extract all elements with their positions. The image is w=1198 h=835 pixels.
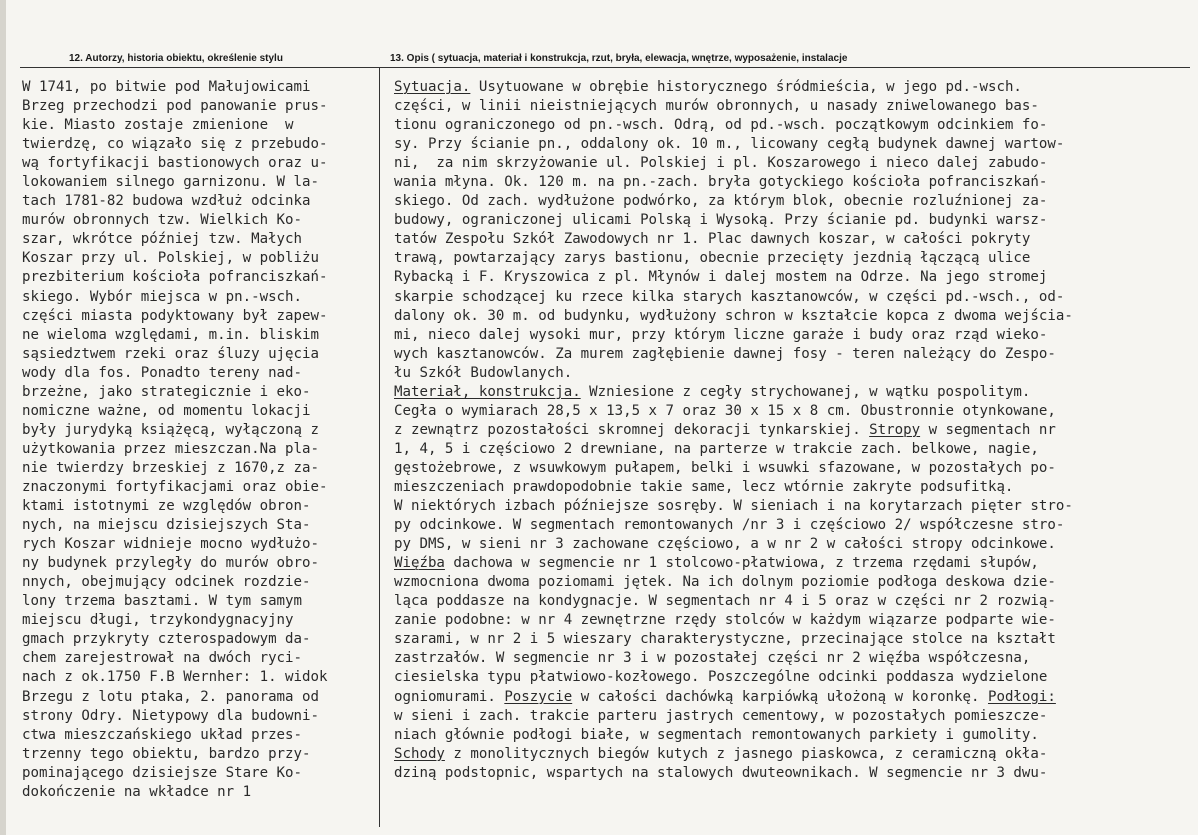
text-segment: gęstożebrowe, z wsuwkowym pułapem, belki i wsuwki sfazowane, w pozostałych po- [394, 459, 1056, 476]
text-line [394, 745, 1073, 764]
text-line [394, 192, 1073, 211]
text-line: tach 1781-82 budowa wzdłuż odcinka [22, 193, 311, 210]
text-line [394, 668, 1073, 687]
text-segment: w segmentach nr [920, 421, 1056, 438]
text-line [394, 211, 1073, 230]
text-line: nach z ok.1750 F.B Wernher: 1. widok [22, 669, 328, 686]
text-segment: Usytuowane w obrębie historycznego śródmieścia, w jego pd.-wsch. [470, 79, 1022, 95]
text-line [394, 707, 1073, 726]
text-segment: ląca poddasze na kondygnacje. W segmentach nr 4 i 5 oraz w części nr 2 rozwią- [394, 593, 1056, 610]
text-line [394, 326, 1073, 345]
text-segment: dziną podstopnic, wspartych na stalowych dwuteownikach. W segmencie nr 3 dwu- [394, 764, 1048, 781]
text-line: Brzeg przechodzi pod panowanie prus- [22, 98, 328, 115]
text-line: były jurydyką książęcą, wyłączoną z [22, 421, 319, 438]
text-line [394, 459, 1073, 478]
text-line: nych, na miejscu dzisiejszych Sta- [22, 517, 311, 534]
text-segment: części, w linii nieistniejących murów obronnych, u nasady zniwelowanego bas- [394, 98, 1039, 115]
text-segment: wania młyna. Ok. 120 m. na pn.-zach. bryła gotyckiego kościoła pofranciszkań- [394, 174, 1048, 191]
text-segment: tionu ograniczonego od pn.-wsch. Odrą, od pd.-wsch. początkowym odcinkiem fo- [394, 117, 1048, 134]
section-keyword: Sytuacja. [394, 79, 471, 95]
text-segment: py DMS, w sieni nr 3 zachowane częściowo, a w nr 2 w całości stropy odcinkowe. [394, 536, 1056, 553]
text-line: Brzegu z lotu ptaka, 2. panorama od [22, 688, 319, 705]
text-segment: ni, za nim skrzyżowanie ul. Polskiej i pl. Koszarowego i nieco dalej zabudo- [394, 155, 1048, 172]
text-line: ktami istotnymi ze względów obron- [22, 498, 311, 515]
text-line [394, 630, 1073, 649]
section-keyword: Materiał, konstrukcja. [394, 383, 581, 400]
text-segment: tatów Zespołu Szkół Zawodowych nr 1. Plac dawnych koszar, w całości pokryty [394, 231, 1031, 248]
text-segment: trawą, powtarzający zarys bastionu, obecnie przecięty jezdnią łączącą ulice [394, 250, 1031, 267]
text-line [394, 440, 1073, 459]
text-line: murów obronnych tzw. Wielkich Ko- [22, 212, 303, 229]
text-line [394, 345, 1073, 364]
history-column [22, 78, 327, 802]
text-line [394, 649, 1073, 668]
text-line: W 1741, po bitwie pod Małujowicami [22, 79, 311, 95]
text-segment: mi, nieco dalej wysoki mur, przy którym liczne garaże i budy oraz rząd wieko- [394, 326, 1048, 343]
text-line: lokowaniem silnego garnizonu. W la- [22, 174, 319, 191]
section-heading-authors-history: 12. Autorzy, historia obiektu, określenie stylu [69, 53, 283, 64]
text-line [394, 402, 1073, 421]
section-keyword: Więźba [394, 555, 445, 572]
text-line [394, 173, 1073, 192]
text-line: trzenny tego obiektu, bardzo przy- [22, 745, 311, 762]
text-line [394, 383, 1073, 402]
text-line: nomiczne ważne, od momentu lokacji [22, 402, 311, 419]
section-heading-description: 13. Opis ( sytuacja, materiał i konstrukcja, rzut, bryła, elewacja, wnętrze, wyposażenie, instalacje [390, 53, 848, 64]
header-rule [20, 67, 1190, 68]
text-line: sąsiedztwem rzeki oraz śluzy ujęcia [22, 345, 319, 362]
text-segment: skarpie schodzącej ku rzece kilka starych kasztanowców, w części pd.-wsch., od- [394, 288, 1065, 305]
text-line: użytkowania przez mieszczan.Na pla- [22, 440, 319, 457]
text-line [394, 249, 1073, 268]
text-line: dokończenie na wkładce nr 1 [22, 783, 252, 800]
text-line: nie twierdzy brzeskiej z 1670,z za- [22, 459, 319, 476]
description-column [394, 78, 1073, 783]
text-segment: 1, 4, 5 i częściowo 2 drewniane, na parterze w trakcie zach. belkowe, nagie, [394, 440, 1039, 457]
text-line: wody dla fos. Ponadto tereny nad- [22, 364, 303, 381]
text-line [394, 535, 1073, 554]
text-segment: W niektórych izbach późniejsze sosręby. W sieniach i na korytarzach pięter stro- [394, 498, 1073, 515]
text-line: strony Odry. Nietypowy dla budowni- [22, 707, 319, 724]
text-line: twierdzę, co wiązało się z przebudo- [22, 136, 328, 153]
text-segment: dachowa w segmencie nr 1 stolcowo-płatwiowa, z trzema rzędami słupów, [444, 555, 1039, 572]
text-segment: skiego. Od zach. wydłużone podwórko, za którym blok, obecnie rozluźnionej za- [394, 193, 1048, 210]
text-segment: szarami, w nr 2 i 5 wieszary charakterystyczne, przecinające stolce na kształt [394, 631, 1056, 648]
text-line: części miasta podyktowany był zapew- [22, 307, 328, 324]
section-keyword: Poszycie [504, 688, 573, 705]
text-segment: wzmocniona dwoma poziomami jętek. Na ich dolnym poziomie podłoga deskowa dzie- [394, 574, 1056, 591]
text-segment: mieszczeniach prawdopodobnie takie same, lecz wtórnie zakryte podsufitką. [394, 478, 1014, 495]
text-line: lony trzema basztami. W tym samym [22, 593, 303, 610]
text-segment: ogniomurami. [394, 688, 505, 705]
section-keyword: Stropy [869, 421, 921, 438]
text-segment: wych kasztanowców. Za murem zagłębienie dawnej fosy - teren należący do Zespo- [394, 345, 1056, 362]
text-line [394, 268, 1073, 287]
text-line [394, 116, 1073, 135]
text-segment: w sieni i zach. trakcie parteru jastrych cementowy, w pozostałych pomieszcze- [394, 707, 1048, 724]
text-line: prezbiterium kościoła pofranciszkań- [22, 269, 328, 286]
text-line [394, 611, 1073, 630]
text-segment: z zewnątrz pozostałości skromnej dekoracji tynkarskiej. [394, 421, 870, 438]
text-line: nnych, obejmujący odcinek rozdzie- [22, 574, 311, 591]
section-keyword: Podłogi: [987, 688, 1056, 705]
text-line: miejscu długi, trzykondygnacyjny [22, 612, 294, 629]
text-line [394, 764, 1073, 783]
text-segment: w całości dachówką karpiówką ułożoną w koronkę. [572, 688, 988, 705]
text-segment: sy. Przy ścianie pn., oddalony ok. 10 m., licowany cegłą budynek dawnej wartow- [394, 136, 1065, 153]
text-segment: ciesielska typu płatwiowo-kozłowego. Poszczególne odcinki poddasza wydzielone [394, 669, 1048, 686]
text-line: chem zarejestrował na dwóch ryci- [22, 650, 303, 667]
text-line [394, 592, 1073, 611]
text-segment: budowy, ograniczonej ulicami Polską i Wysoką. Przy ścianie pd. budynki warsz- [394, 212, 1048, 229]
text-line [394, 688, 1073, 707]
text-segment: dalony ok. 30 m. od budynku, wydłużony schron w kształcie kopca z dwoma wejścia- [394, 307, 1073, 324]
text-line [394, 288, 1073, 307]
text-line [394, 135, 1073, 154]
text-line [394, 154, 1073, 173]
text-line [394, 516, 1073, 535]
text-segment: z monolitycznych biegów kutych z jasnego piaskowca, z ceramiczną okła- [444, 745, 1048, 762]
text-line: wą fortyfikacji bastionowych oraz u- [22, 155, 328, 172]
text-segment: niach głównie podłogi białe, w segmentach remontowanych parkiety i gumolity. [394, 726, 1039, 743]
text-line [394, 364, 1073, 383]
text-segment: zanie podobne: w nr 4 zewnętrzne rzędy stolców w każdym wiązarze podparte wie- [394, 612, 1056, 629]
text-line: ne wieloma względami, m.in. bliskim [22, 326, 319, 343]
text-line [394, 78, 1073, 97]
section-keyword: Schody [394, 745, 445, 762]
text-segment: zastrzałów. W segmencie nr 3 i w pozostałej części nr 2 więźba współczesna, [394, 650, 1031, 667]
text-segment: Rybacką i F. Kryszowica z pl. Młynów i dalej mostem na Odrze. Na jego stromej [394, 269, 1048, 286]
text-line [394, 478, 1073, 497]
text-line: brzeżne, jako strategicznie i eko- [22, 383, 311, 400]
text-line: ctwa mieszczańskiego układ przes- [22, 726, 303, 743]
column-divider [379, 67, 380, 827]
text-line: znaczonymi fortyfikacjami oraz obie- [22, 478, 328, 495]
text-line: skiego. Wybór miejsca w pn.-wsch. [22, 288, 303, 305]
text-segment: py odcinkowe. W segmentach remontowanych /nr 3 i częściowo 2/ współczesne stro- [394, 517, 1065, 534]
text-line [394, 726, 1073, 745]
text-segment: łu Szkół Budowlanych. [394, 364, 573, 381]
text-line [394, 97, 1073, 116]
text-line: gmach przykryty czterospadowym da- [22, 631, 311, 648]
text-segment: Cegła o wymiarach 28,5 x 13,5 x 7 oraz 30 x 15 x 8 cm. Obustronnie otynkowane, [394, 402, 1056, 419]
text-line [394, 307, 1073, 326]
text-line [394, 554, 1073, 573]
text-line: rych Koszar widnieje mocno wydłużo- [22, 536, 319, 553]
text-line [394, 573, 1073, 592]
text-line: pominającego dzisiejsze Stare Ko- [22, 764, 303, 781]
text-line: kie. Miasto zostaje zmienione w [22, 117, 294, 134]
text-line: szar, wkrótce później tzw. Małych [22, 231, 303, 248]
text-line: ny budynek przyległy do murów obro- [22, 555, 319, 572]
text-line [394, 421, 1073, 440]
text-line: Koszar przy ul. Polskiej, w pobliżu [22, 250, 319, 267]
text-line [394, 230, 1073, 249]
text-line [394, 497, 1073, 516]
text-segment: Wzniesione z cegły strychowanej, w wątku pospolitym. [580, 383, 1031, 400]
